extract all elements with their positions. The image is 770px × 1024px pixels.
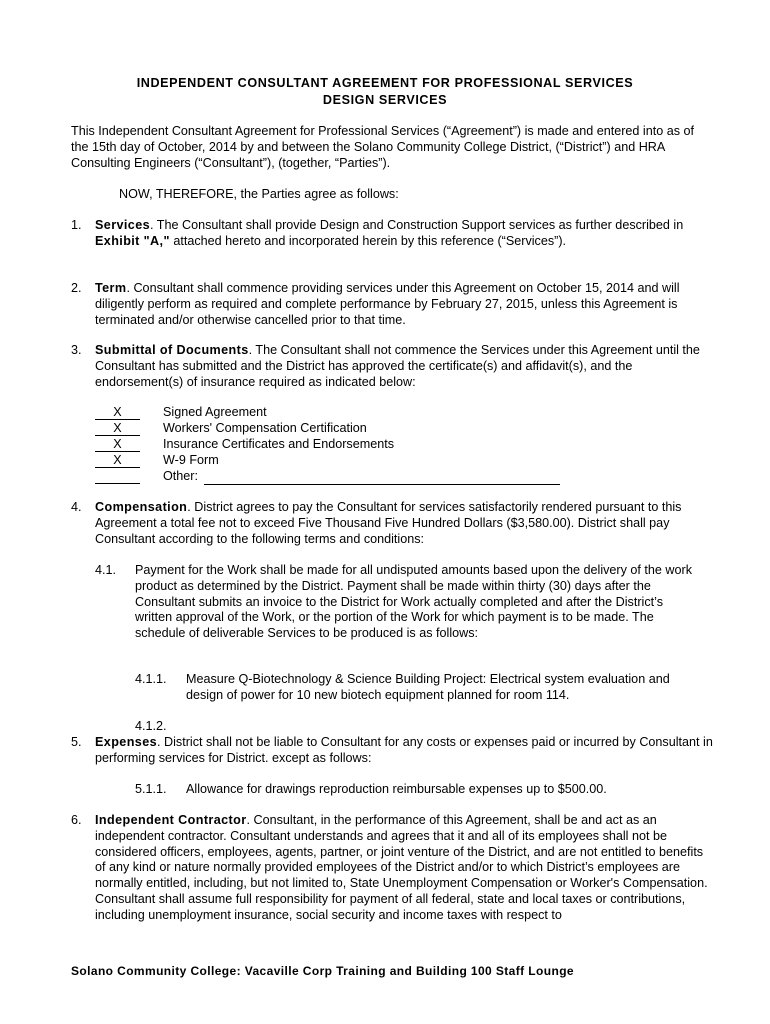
section-1-text: Services. The Consultant shall provide Design and Construction Support services as further described in Exhibit "A," attached hereto and incorporated herein by this reference (“Services”). xyxy=(95,218,684,248)
subsection-4-1-2-number: 4.1.2. xyxy=(135,719,167,733)
subsection-4-1-1-text: Measure Q-Biotechnology & Science Building Project: Electrical system evaluation and design of power for 10 new biotech equipment planned for room 114. xyxy=(186,672,670,702)
subsection-5-1-1-text: Allowance for drawings reproduction reimbursable expenses up to $500.00. xyxy=(186,782,607,796)
checkbox-mark: X xyxy=(95,453,140,468)
section-3-text: Submittal of Documents. The Consultant shall not commence the Services under this Agreement until the Consultant has submitted and the District has approved the certificate(s) and affidavit(s), and the endorsement(s) of insurance required as indicated below: xyxy=(95,343,700,389)
section-2-text: Term. Consultant shall commence providing services under this Agreement on October 15, 2014 and will diligently perform as required and complete performance by February 27, 2015, unless this Agreement is terminated and/or otherwise cancelled prior to that time. xyxy=(95,281,680,327)
other-blank-line xyxy=(204,472,560,485)
subsection-4-1-text: Payment for the Work shall be made for all undisputed amounts based upon the delivery of the work product as determined by the District. Payment shall be made within thirty (30) days after the Consultant submits an invoice to the District for Work actually completed and after the District’s written approval of the Work, or the portion of the Work for which payment is to be made. The schedule of deliverable Services to be produced is as follows: xyxy=(135,563,693,641)
section-5-heading: Expenses xyxy=(95,735,158,749)
section-5-number: 5. xyxy=(71,735,82,749)
therefore-line: NOW, THEREFORE, the Parties agree as follows: xyxy=(119,187,399,201)
checklist-label: Insurance Certificates and Endorsements xyxy=(163,437,395,451)
document-title: INDEPENDENT CONSULTANT AGREEMENT FOR PROFESSIONAL SERVICES xyxy=(136,76,634,90)
section-6-number: 6. xyxy=(71,813,82,827)
section-3-heading: Submittal of Documents xyxy=(95,343,249,357)
document-subtitle: DESIGN SERVICES xyxy=(322,93,448,107)
checkbox-mark: X xyxy=(95,437,140,452)
section-6-text: Independent Contractor. Consultant, in the performance of this Agreement, shall be and act as an independent contractor. Consultant understands and agrees that it and all of its employees shall not be considered officers, employees, agents, partner, or joint venture of the District, and are not entitled to benefits of any kind or nature normally provided employees of the District and/or to which District’s employees are normally entitled, including, but not limited to, State Unemployment Compensation or Worker's Compensation. Consultant shall assume full responsibility for payment of all federal, state and local taxes or contributions, including unemployment insurance, social security and income taxes with respect to xyxy=(95,813,708,922)
checkbox-mark xyxy=(95,469,140,484)
section-4-heading: Compensation xyxy=(95,500,188,514)
section-2-heading: Term xyxy=(95,281,127,295)
section-4-number: 4. xyxy=(71,500,82,514)
checklist-label: Other: xyxy=(163,469,560,485)
section-4-text: Compensation. District agrees to pay the Consultant for services satisfactorily rendered pursuant to this Agreement a total fee not to exceed Five Thousand Five Hundred Dollars ($3,580.00). District shall pay Consultant according to the following terms and conditions: xyxy=(95,500,682,546)
intro-paragraph: This Independent Consultant Agreement for Professional Services (“Agreement”) is made and entered into as of the 15th day of October, 2014 by and between the Solano Community College District, (“District”) and HRA Consulting Engineers (“Consultant”), (together, “Parties”). xyxy=(71,124,695,170)
section-1-heading: Services xyxy=(95,218,151,232)
checklist-label: Workers' Compensation Certification xyxy=(163,421,367,435)
section-3-number: 3. xyxy=(71,343,82,357)
subsection-5-1-1-number: 5.1.1. xyxy=(135,782,167,796)
page-footer: Solano Community College: Vacaville Corp Training and Building 100 Staff Lounge xyxy=(71,964,574,978)
checkbox-mark: X xyxy=(95,421,140,436)
exhibit-reference: Exhibit "A," xyxy=(95,233,170,248)
section-1-number: 1. xyxy=(71,218,82,232)
section-5-text: Expenses. District shall not be liable to Consultant for any costs or expenses paid or incurred by Consultant in performing services for District. except as follows: xyxy=(95,735,713,765)
subsection-4-1-1-number: 4.1.1. xyxy=(135,672,167,686)
section-6-heading: Independent Contractor xyxy=(95,813,247,827)
subsection-4-1-number: 4.1. xyxy=(95,563,117,577)
section-2-number: 2. xyxy=(71,281,82,295)
checkbox-mark: X xyxy=(95,405,140,420)
checklist-label: Signed Agreement xyxy=(163,405,267,419)
checklist-label: W-9 Form xyxy=(163,453,219,467)
